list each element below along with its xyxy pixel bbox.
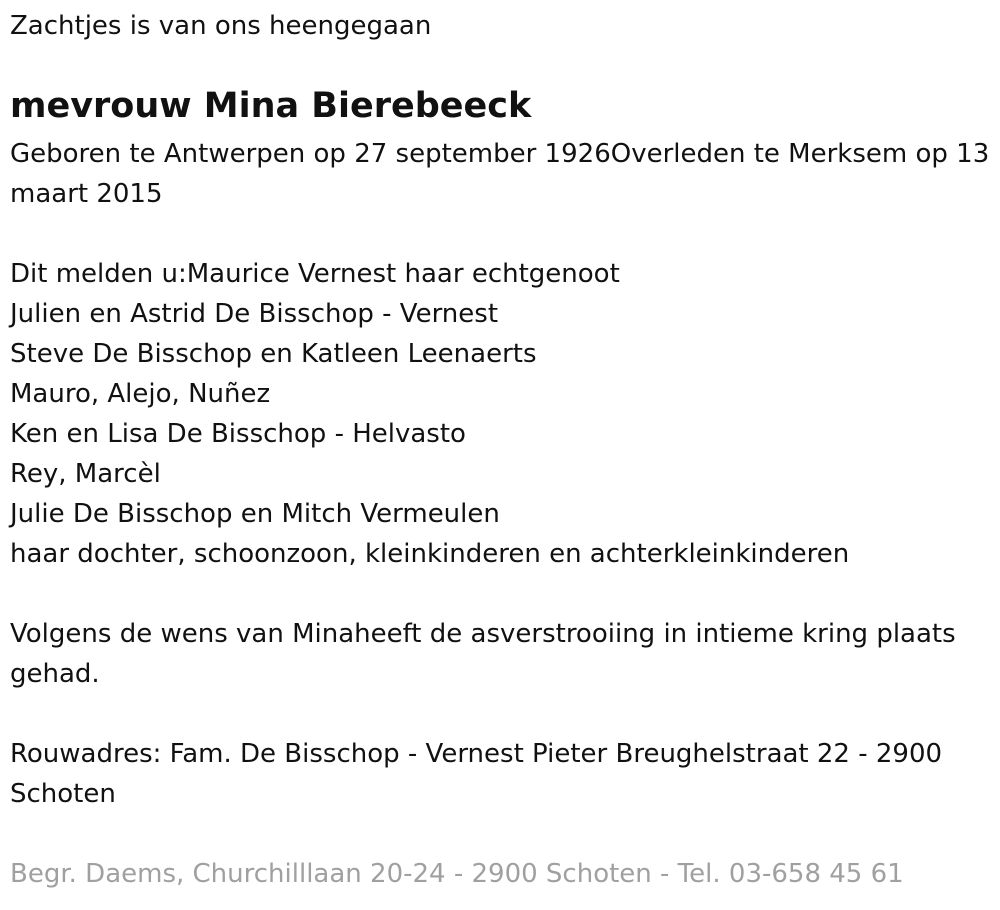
intro-text: Zachtjes is van ons heengegaan — [10, 11, 432, 41]
family-line: Rey, Marcèl — [10, 459, 161, 489]
funeral-director-footer: Begr. Daems, Churchilllaan 20-24 - 2900 Schoten - Tel. 03-658 45 61 — [10, 859, 904, 889]
family-list — [10, 254, 849, 574]
family-line: Mauro, Alejo, Nuñez — [10, 379, 271, 409]
family-line: haar dochter, schoonzoon, kleinkinderen en achterkleinkinderen — [10, 539, 850, 569]
birth-death-text: Geboren te Antwerpen op 27 september 1926Overleden te Merksem op 13 maart 2015 — [10, 139, 990, 209]
family-line: Steve De Bisschop en Katleen Leenaerts — [10, 339, 537, 369]
family-line: Ken en Lisa De Bisschop - Helvasto — [10, 419, 466, 449]
family-line: Dit melden u:Maurice Vernest haar echtgenoot — [10, 259, 620, 289]
family-line: Julie De Bisschop en Mitch Vermeulen — [10, 499, 500, 529]
deceased-name: mevrouw Mina Bierebeeck — [10, 86, 532, 126]
mourning-address: Rouwadres: Fam. De Bisschop - Vernest Pieter Breughelstraat 22 - 2900 Schoten — [10, 739, 943, 809]
wish-text: Volgens de wens van Minaheeft de asverstrooiing in intieme kring plaats gehad. — [10, 619, 956, 689]
family-line: Julien en Astrid De Bisschop - Vernest — [10, 299, 499, 329]
